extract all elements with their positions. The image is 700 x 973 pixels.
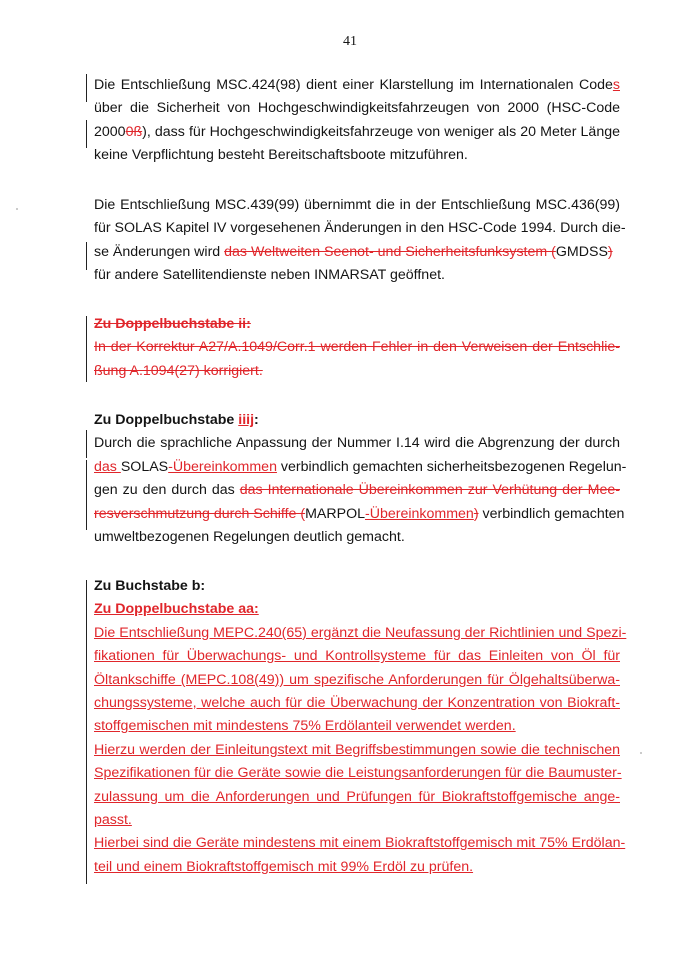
section-heading: Zu Doppelbuchstabe ii: <box>94 316 251 332</box>
scan-speck <box>16 208 18 210</box>
text-line: chungssysteme, welche auch für die Überwachung der Konzentration von Biokraft- <box>94 695 620 712</box>
text-line: In der Korrektur A27/A.1049/Corr.1 werden Fehler in den Verweisen der Entschlie- <box>94 339 620 356</box>
change-bar <box>86 430 87 458</box>
text-line: ßung A.1094(27) korrigiert. <box>94 362 263 379</box>
text-line: das SOLAS-Übereinkommen verbindlich gemachten sicherheitsbezogenen Regelun- <box>94 458 627 475</box>
text-line: Die Entschließung MSC.424(98) dient einer Klarstellung im Internationalen Codes <box>94 77 620 93</box>
section-heading: Zu Doppelbuchstabe iiij: <box>94 412 259 428</box>
change-bar <box>86 74 87 102</box>
text-line: fikationen für Überwachungs- und Kontrollsysteme für das Einleiten von Öl für <box>94 648 620 665</box>
text-line: zulassung um die Anforderungen und Prüfungen für Biokraftstoffgemische ange- <box>94 788 620 805</box>
text-line: Hierzu werden der Einleitungstext mit Begriffsbestimmungen sowie die technischen <box>94 741 620 758</box>
change-bar <box>86 460 87 530</box>
text-line: Spezifikationen für die Geräte sowie die Leistungsanforderungen für die Baumuster- <box>94 765 622 782</box>
paragraph-doppelbuchstabe-iii <box>94 409 627 549</box>
text-line: für SOLAS Kapitel IV vorgesehenen Änderungen in den HSC-Code 1994. Durch die- <box>94 220 626 237</box>
paragraph-msc-424 <box>94 74 620 168</box>
paragraph-buchstabe-b <box>94 575 627 879</box>
text-line: Die Entschließung MSC.439(99) übernimmt die in der Entschließung MSC.436(99) <box>94 197 620 213</box>
change-bar <box>86 316 87 382</box>
paragraph-msc-439 <box>94 194 626 288</box>
text-line: Hierbei sind die Geräte mindestens mit einem Biokraftstoffgemisch mit 75% Erdölan- <box>94 835 626 852</box>
text-line: über die Sicherheit von Hochgeschwindigkeitsfahrzeugen von 2000 (HSC-Code <box>94 100 620 117</box>
text-line: keine Verpflichtung besteht Bereitschaftsboote mitzuführen. <box>94 147 468 164</box>
change-bar <box>86 580 87 884</box>
change-bar <box>86 242 87 270</box>
page-number: 41 <box>343 34 357 49</box>
text-line: umweltbezogenen Regelungen deutlich gemacht. <box>94 529 405 546</box>
text-line: für andere Satellitendienste neben INMARSAT geöffnet. <box>94 267 445 284</box>
text-line: Durch die sprachliche Anpassung der Nummer I.14 wird die Abgrenzung der durch <box>94 435 620 452</box>
text-line: se Änderungen wird das Weltweiten Seenot- und Sicherheitsfunksystem (GMDSS) <box>94 243 613 260</box>
text-line: gen zu den durch das das Internationale Übereinkommen zur Verhütung der Mee- <box>94 482 620 499</box>
paragraph-doppelbuchstabe-ii <box>94 313 620 383</box>
text-line: Die Entschließung MEPC.240(65) ergänzt die Neufassung der Richtlinien und Spezi- <box>94 624 627 641</box>
scan-speck <box>640 752 642 754</box>
section-subheading: Zu Doppelbuchstabe aa: <box>94 601 259 618</box>
text-line: Öltankschiffe (MEPC.108(49)) um spezifische Anforderungen für Ölgehaltsüberwa- <box>94 671 620 688</box>
text-line: passt. <box>94 812 132 829</box>
text-line: 20000ß), dass für Hochgeschwindigkeitsfahrzeuge von weniger als 20 Meter Länge <box>94 123 620 140</box>
text-line: teil und einem Biokraftstoffgemisch mit 99% Erdöl zu prüfen. <box>94 858 474 875</box>
text-line: stoffgemischen mit mindestens 75% Erdölanteil verwendet werden. <box>94 718 516 735</box>
section-heading: Zu Buchstabe b: <box>94 578 206 594</box>
text-line: resverschmutzung durch Schiffe (MARPOL-Übereinkommen) verbindlich gemachten <box>94 505 625 522</box>
change-bar <box>86 120 87 148</box>
